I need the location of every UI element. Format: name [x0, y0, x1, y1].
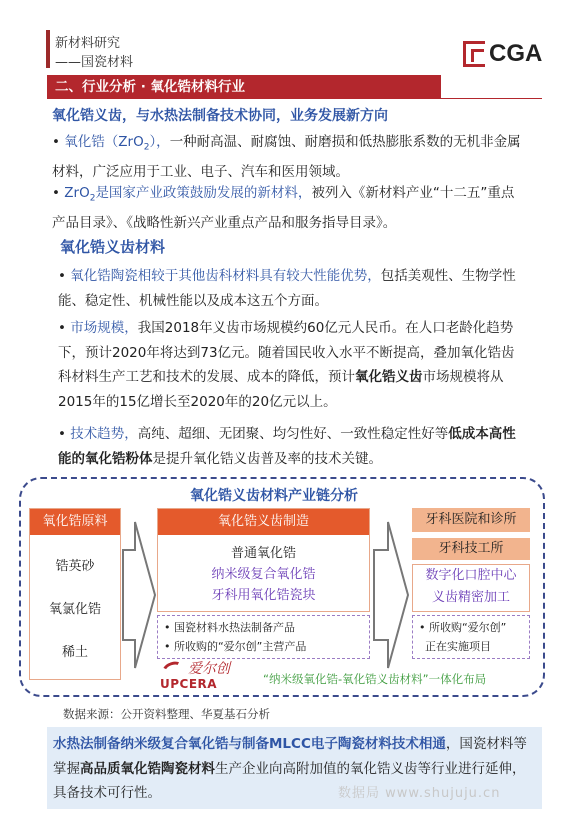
data-source: 数据来源：公开资料整理、华夏基石分析: [63, 707, 270, 721]
downstream-item: 义齿精密加工: [431, 590, 510, 605]
integration-caption: “纳米级氧化锆-氧化锆义齿材料”一体化布局: [263, 672, 487, 686]
dental-paragraph-1: • 氧化锆陶瓷相较于其他齿科材料具有较大性能优势，包括美观性、生物学性能、稳定性、机械性能以及成本这五个方面。: [58, 268, 516, 309]
logo-text: CGA: [489, 40, 543, 67]
cga-logo-icon: [463, 41, 485, 67]
policy-term: ZrO$_2$是国家产业政策鼓励发展的新材料，: [64, 185, 312, 204]
downstream-column: [412, 508, 530, 612]
raw-item: 氧氯化锆: [48, 602, 101, 617]
raw-item: 锆英砂: [55, 559, 95, 574]
mfg-item: 普通氧化锆: [230, 546, 296, 561]
downstream-item: 数字化口腔中心: [425, 568, 517, 583]
section-subtitle: 氧化锆义齿，与水热法制备技术协同，业务发展新方向: [52, 108, 388, 124]
arrow-right-icon: [121, 520, 157, 670]
watermark: 数据局 www.shujuju.cn: [338, 786, 501, 801]
industry-chain-title: 氧化锆义齿材料产业链分析: [190, 488, 358, 504]
dental-paragraph-2: • 市场规模，我国2018年义齿市场规模约60亿元人民币。在人口老龄化趋势下，预计2020年将达到73亿元。随着国民收入水平不断提高，叠加氧化锆齿科材料生产工艺和技术的发展、成本的降低，预计氧化锆义齿市场规模将从2015年的15亿增长至2020年的20亿元以上。: [58, 320, 515, 410]
downstream-list: [412, 564, 530, 612]
raw-item: 稀土: [61, 645, 88, 660]
mfg-note: • 国瓷材料水热法制备产品: [164, 621, 295, 634]
section-title-bar: 二、行业分析 · 氧化锆材料行业: [47, 75, 441, 99]
manufacturing-box: [157, 508, 370, 612]
manufacturing-notes: [157, 615, 370, 659]
header-title: 新材料研究: [55, 36, 121, 51]
upcera-cn: 爱尔创: [188, 661, 230, 677]
zro2-term: 氧化锆（ZrO$_2$），: [64, 134, 170, 153]
header-subtitle: ——国瓷材料: [55, 55, 134, 70]
mfg-note: • 所收购的“爱尔创”主营产品: [164, 640, 307, 653]
upcera-en: UPCERA: [160, 677, 218, 691]
cga-logo: [463, 40, 542, 68]
downstream-note: 正在实施项目: [425, 640, 491, 653]
dental-paragraph-3: • 技术趋势，高纯、超细、无团聚、均匀性好、一致性稳定性好等低成本高性能的氧化锆粉体是提升氧化锆义齿普及率的技术关键。: [58, 426, 516, 467]
downstream-notes: [412, 615, 530, 659]
dental-heading: 氧化锆义齿材料: [60, 238, 166, 256]
downstream-note: • 所收购“爱尔创”: [419, 621, 507, 634]
dental-clinic-box: 牙科医院和诊所: [412, 508, 530, 532]
header-accent-bar: [46, 30, 50, 68]
manufacturing-header: 氧化锆义齿制造: [158, 509, 369, 535]
raw-materials-header: 氧化锆原料: [30, 509, 120, 535]
upcera-logo: [160, 661, 242, 691]
raw-materials-box: [29, 508, 121, 680]
conclusion-text: 水热法制备纳米级复合氧化锆与制备MLCC电子陶瓷材料技术相通，国瓷材料等掌握高品质氧化锆陶瓷材料生产企业向高附加值的氧化锆义齿等行业进行延伸，具备技术可行性。: [53, 736, 527, 801]
dental-lab-box: 牙科技工所: [412, 538, 530, 560]
intro-paragraph-2: • ZrO$_2$是国家产业政策鼓励发展的新材料，被列入《新材料产业“十二五”重点产品目录》、《战略性新兴产业重点产品和服务指导目录》。: [52, 185, 515, 232]
intro-paragraph-1: • 氧化锆（ZrO$_2$），一种耐高温、耐腐蚀、耐磨损和低热膨胀系数的无机非金属材料，广泛应用于工业、电子、汽车和医用领域。: [52, 134, 521, 181]
section-divider: [441, 98, 542, 99]
mfg-item: 牙科用氧化锆瓷块: [211, 588, 316, 603]
mfg-item: 纳米级复合氧化锆: [211, 567, 316, 582]
arrow-right-icon: [372, 520, 410, 670]
